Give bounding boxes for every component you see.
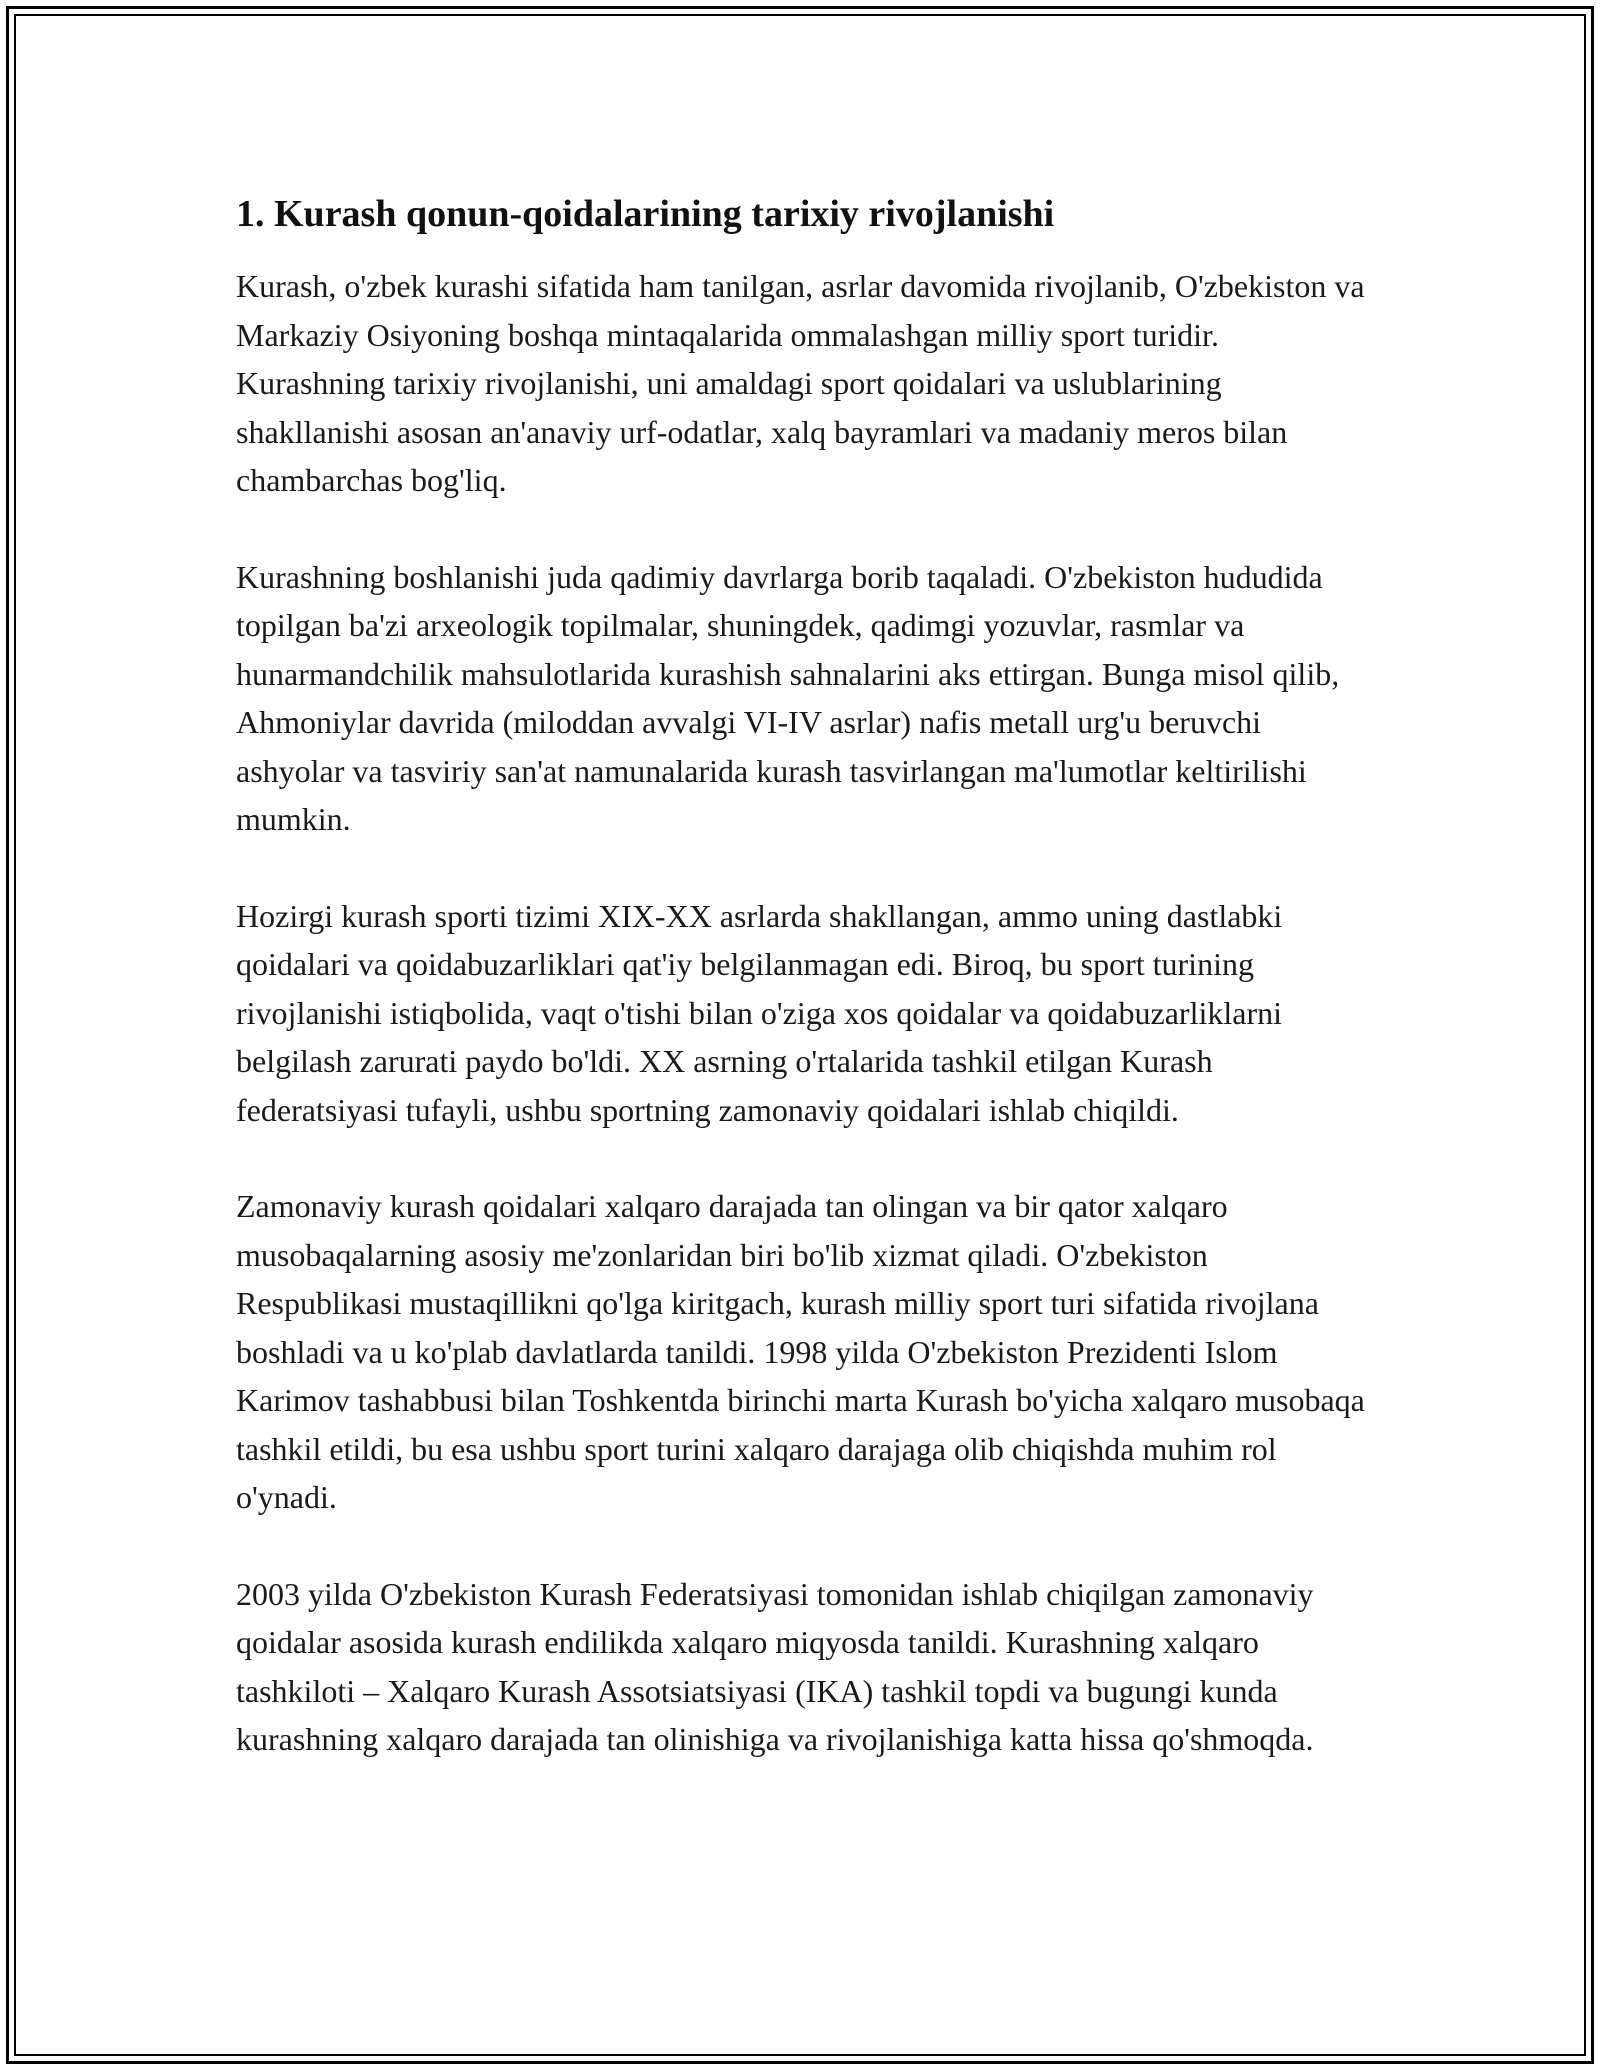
- paragraph-5: 2003 yilda O'zbekiston Kurash Federatsiyasi tomonidan ishlab chiqilgan zamonaviy qoidalar asosida kurash endilikda xalqaro miqyosda tanildi. Kurashning xalqaro tashkiloti – Xalqaro Kurash Assotsiatsiyasi (IKA) tashkil topdi va bugungi kunda kurashning xalqaro darajada tan olinishiga va rivojlanishiga katta hissa qo'shmoqda.: [236, 1575, 1314, 1757]
- paragraph-2: Kurashning boshlanishi juda qadimiy davrlarga borib taqaladi. O'zbekiston hududida topilgan ba'zi arxeologik topilmalar, shuningdek, qadimgi yozuvlar, rasmlar va hunarmandchilik mahsulotlarida kurashish sahnalarini aks ettirgan. Bunga misol qilib, Ahmoniylar davrida (miloddan avvalgi VI-IV asrlar) nafis metall urg'u beruvchi ashyolar va tasviriy san'at namunalarida kurash tasvirlangan ma'lumotlar keltirilishi mumkin.: [236, 558, 1340, 837]
- paragraph-3: Hozirgi kurash sporti tizimi XIX-XX asrlarda shakllangan, ammo uning dastlabki qoidalari va qoidabuzarliklari qat'iy belgilanmagan edi. Biroq, bu sport turining rivojlanishi istiqbolida, vaqt o'tishi bilan o'ziga xos qoidalar va qoidabuzarliklarni belgilash zarurati paydo bo'ldi. XX asrning o'rtalarida tashkil etilgan Kurash federatsiyasi tufayli, ushbu sportning zamonaviy qoidalari ishlab chiqildi.: [236, 897, 1283, 1128]
- paragraph-4: Zamonaviy kurash qoidalari xalqaro darajada tan olingan va bir qator xalqaro musobaqalarning asosiy me'zonlaridan biri bo'lib xizmat qiladi. O'zbekiston Respublikasi mustaqillikni qo'lga kiritgach, kurash milliy sport turi sifatida rivojlana boshladi va u ko'plab davlatlarda tanildi. 1998 yilda O'zbekiston Prezidenti Islom Karimov tashabbusi bilan Toshkentda birinchi marta Kurash bo'yicha xalqaro musobaqa tashkil etildi, bu esa ushbu sport turini xalqaro darajaga olib chiqishda muhim rol o'ynadi.: [236, 1188, 1365, 1515]
- document-body: [236, 188, 1372, 1812]
- section-heading: 1. Kurash qonun-qoidalarining tarixiy rivojlanishi: [236, 193, 1055, 235]
- paragraph-1: Kurash, o'zbek kurashi sifatida ham tanilgan, asrlar davomida rivojlanib, O'zbekiston va Markaziy Osiyoning boshqa mintaqalarida ommalashgan milliy sport turidir. Kurashning tarixiy rivojlanishi, uni amaldagi sport qoidalari va uslublarining shakllanishi asosan an'anaviy urf-odatlar, xalq bayramlari va madaniy meros bilan chambarchas bog'liq.: [236, 268, 1365, 498]
